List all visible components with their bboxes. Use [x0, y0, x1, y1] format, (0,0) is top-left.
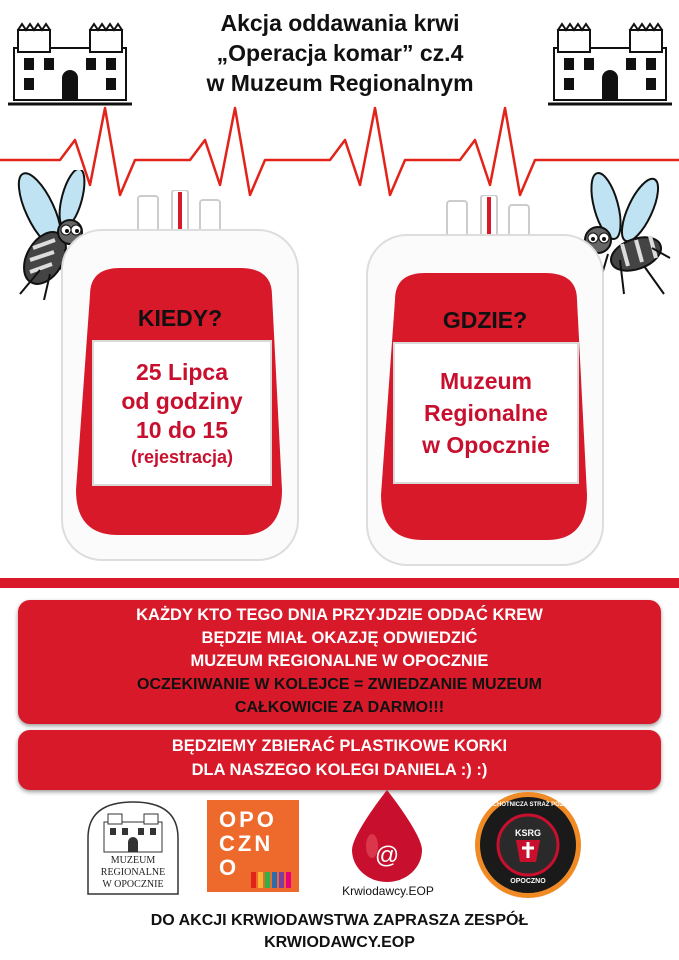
title-line-1: Akcja oddawania krwi — [220, 10, 460, 36]
museum-logo-line-2: REGIONALNE — [100, 867, 166, 878]
blood-bag-where — [355, 195, 615, 570]
caps-box — [18, 730, 661, 790]
museum-logo-line-1: MUZEUM — [110, 855, 156, 866]
where-card — [393, 342, 579, 484]
info-line-2: BĘDZIE MIAŁ OKAZJĘ ODWIEDZIĆ — [201, 629, 478, 647]
when-hours: 10 do 15 — [135, 416, 229, 443]
when-registration: (rejestracja) — [130, 446, 234, 467]
info-line-5: CAŁKOWICIE ZA DARMO!!! — [234, 699, 445, 716]
blood-bag-when — [50, 190, 310, 565]
page-title — [120, 8, 560, 98]
info-line-4: OCZEKIWANIE W KOLEJCE = ZWIEDZANIE MUZEUM — [137, 676, 542, 693]
info-line-3: MUZEUM REGIONALNE W OPOCZNIE — [190, 652, 489, 670]
where-label: GDZIE? — [442, 307, 528, 333]
info-box — [18, 600, 661, 724]
opoczno-logo — [207, 800, 299, 892]
footer-line-1: DO AKCJI KRWIODAWSTWA ZAPRASZA ZESPÓŁ — [150, 912, 529, 929]
opoczno-line-3: O — [219, 855, 240, 880]
opoczno-line-2: CZN — [219, 831, 274, 856]
where-line-3: w Opocznie — [422, 432, 550, 458]
when-label: KIEDY? — [137, 305, 223, 331]
title-line-3: w Muzeum Regionalnym — [206, 70, 474, 96]
firefighters-ring-top: OCHOTNICZA STRAŻ POŻARNA — [488, 802, 581, 808]
firefighters-ring-bottom: OPOCZNO — [510, 878, 546, 885]
info-line-1: KAŻDY KTO TEGO DNIA PRZYJDZIE ODDAĆ KREW — [136, 606, 543, 624]
red-divider — [0, 578, 679, 588]
caps-line-1: BĘDZIEMY ZBIERAĆ PLASTIKOWE KORKI — [171, 737, 508, 755]
where-line-2: Regionalne — [424, 400, 548, 426]
blood-drop-caption: Krwiodawcy.EOP — [342, 884, 434, 898]
footer — [0, 910, 679, 954]
when-date: 25 Lipca — [135, 358, 229, 385]
museum-logo-text — [78, 855, 188, 891]
museum-building-right-icon — [548, 18, 672, 108]
firefighters-badge-text: KSRG — [514, 828, 541, 838]
caps-line-2: DLA NASZEGO KOLEGI DANIELA :) :) — [191, 761, 488, 779]
firefighters-logo — [473, 790, 583, 900]
museum-logo — [78, 798, 188, 898]
footer-line-2: KRWIODAWCY.EOP — [264, 934, 415, 951]
opoczno-stripes-icon — [251, 868, 293, 888]
where-line-1: Muzeum — [440, 368, 532, 394]
when-time-label: od godziny — [121, 387, 243, 414]
museum-building-left-icon — [8, 18, 132, 108]
opoczno-line-1: OPO — [219, 807, 277, 832]
when-card — [92, 340, 272, 486]
museum-logo-line-3: W OPOCZNIE — [102, 879, 164, 890]
title-line-2: „Operacja komar” cz.4 — [216, 40, 464, 66]
blood-drop-at-symbol: @ — [374, 842, 400, 869]
